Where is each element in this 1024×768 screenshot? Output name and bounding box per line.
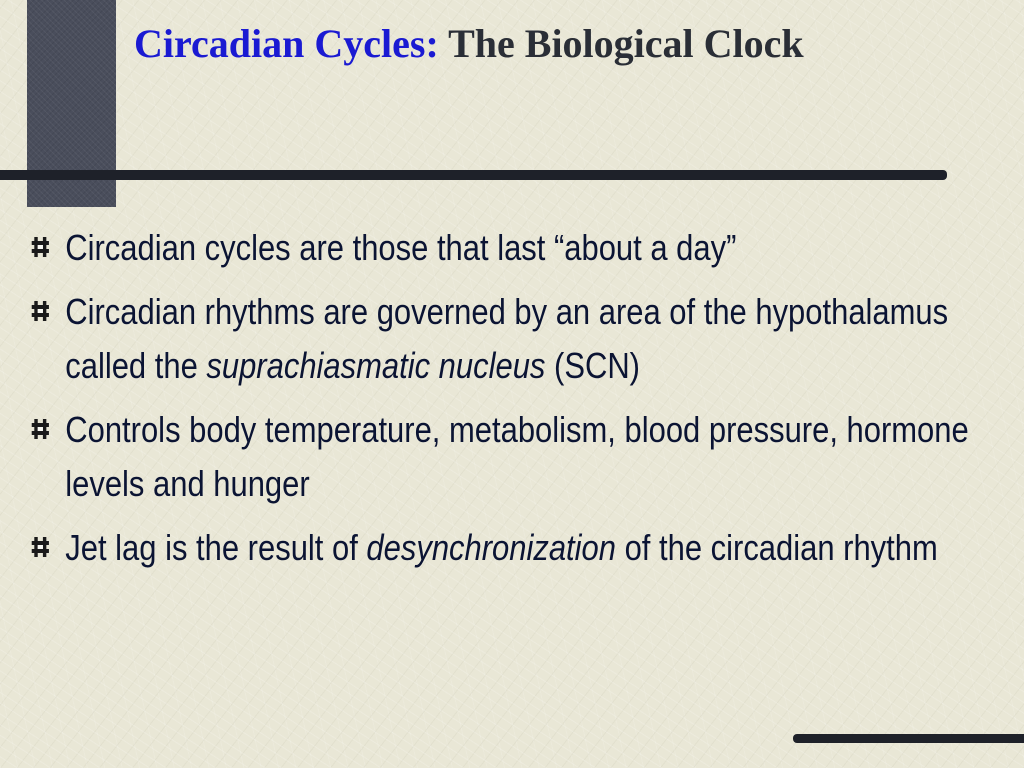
bullet-list: [30, 221, 1010, 585]
bullet-item-3: [30, 403, 994, 511]
hash-bullet-icon: [30, 417, 51, 441]
bullet-text: Controls body temperature, metabolism, blood pressure, hormone levels and hunger: [65, 409, 969, 504]
slide-title-lead: Circadian Cycles:: [134, 21, 439, 66]
bullet-italic-term: desynchronization: [366, 527, 616, 568]
bullet-text-tail: of the circadian rhythm: [615, 527, 938, 568]
bullet-item-2: [30, 285, 994, 393]
hash-bullet-icon: [30, 535, 51, 559]
bullet-text: Circadian rhythms are governed by an area of the hypothalamus called the: [65, 291, 949, 386]
footer-accent-rule: [793, 734, 1024, 743]
bullet-text: Circadian cycles are those that last “about a day”: [65, 227, 737, 268]
hash-bullet-icon: [30, 299, 51, 323]
title-divider-rule: [0, 170, 947, 180]
hash-bullet-icon: [30, 235, 51, 259]
slide-title-rest: The Biological Clock: [448, 21, 804, 66]
bullet-text-tail: (SCN): [545, 345, 641, 386]
slide-title: [134, 18, 804, 70]
bullet-italic-term: suprachiasmatic nucleus: [206, 345, 546, 386]
bullet-item-4: [30, 521, 994, 575]
bullet-text: Jet lag is the result of: [65, 527, 367, 568]
bullet-item-1: [30, 221, 994, 275]
